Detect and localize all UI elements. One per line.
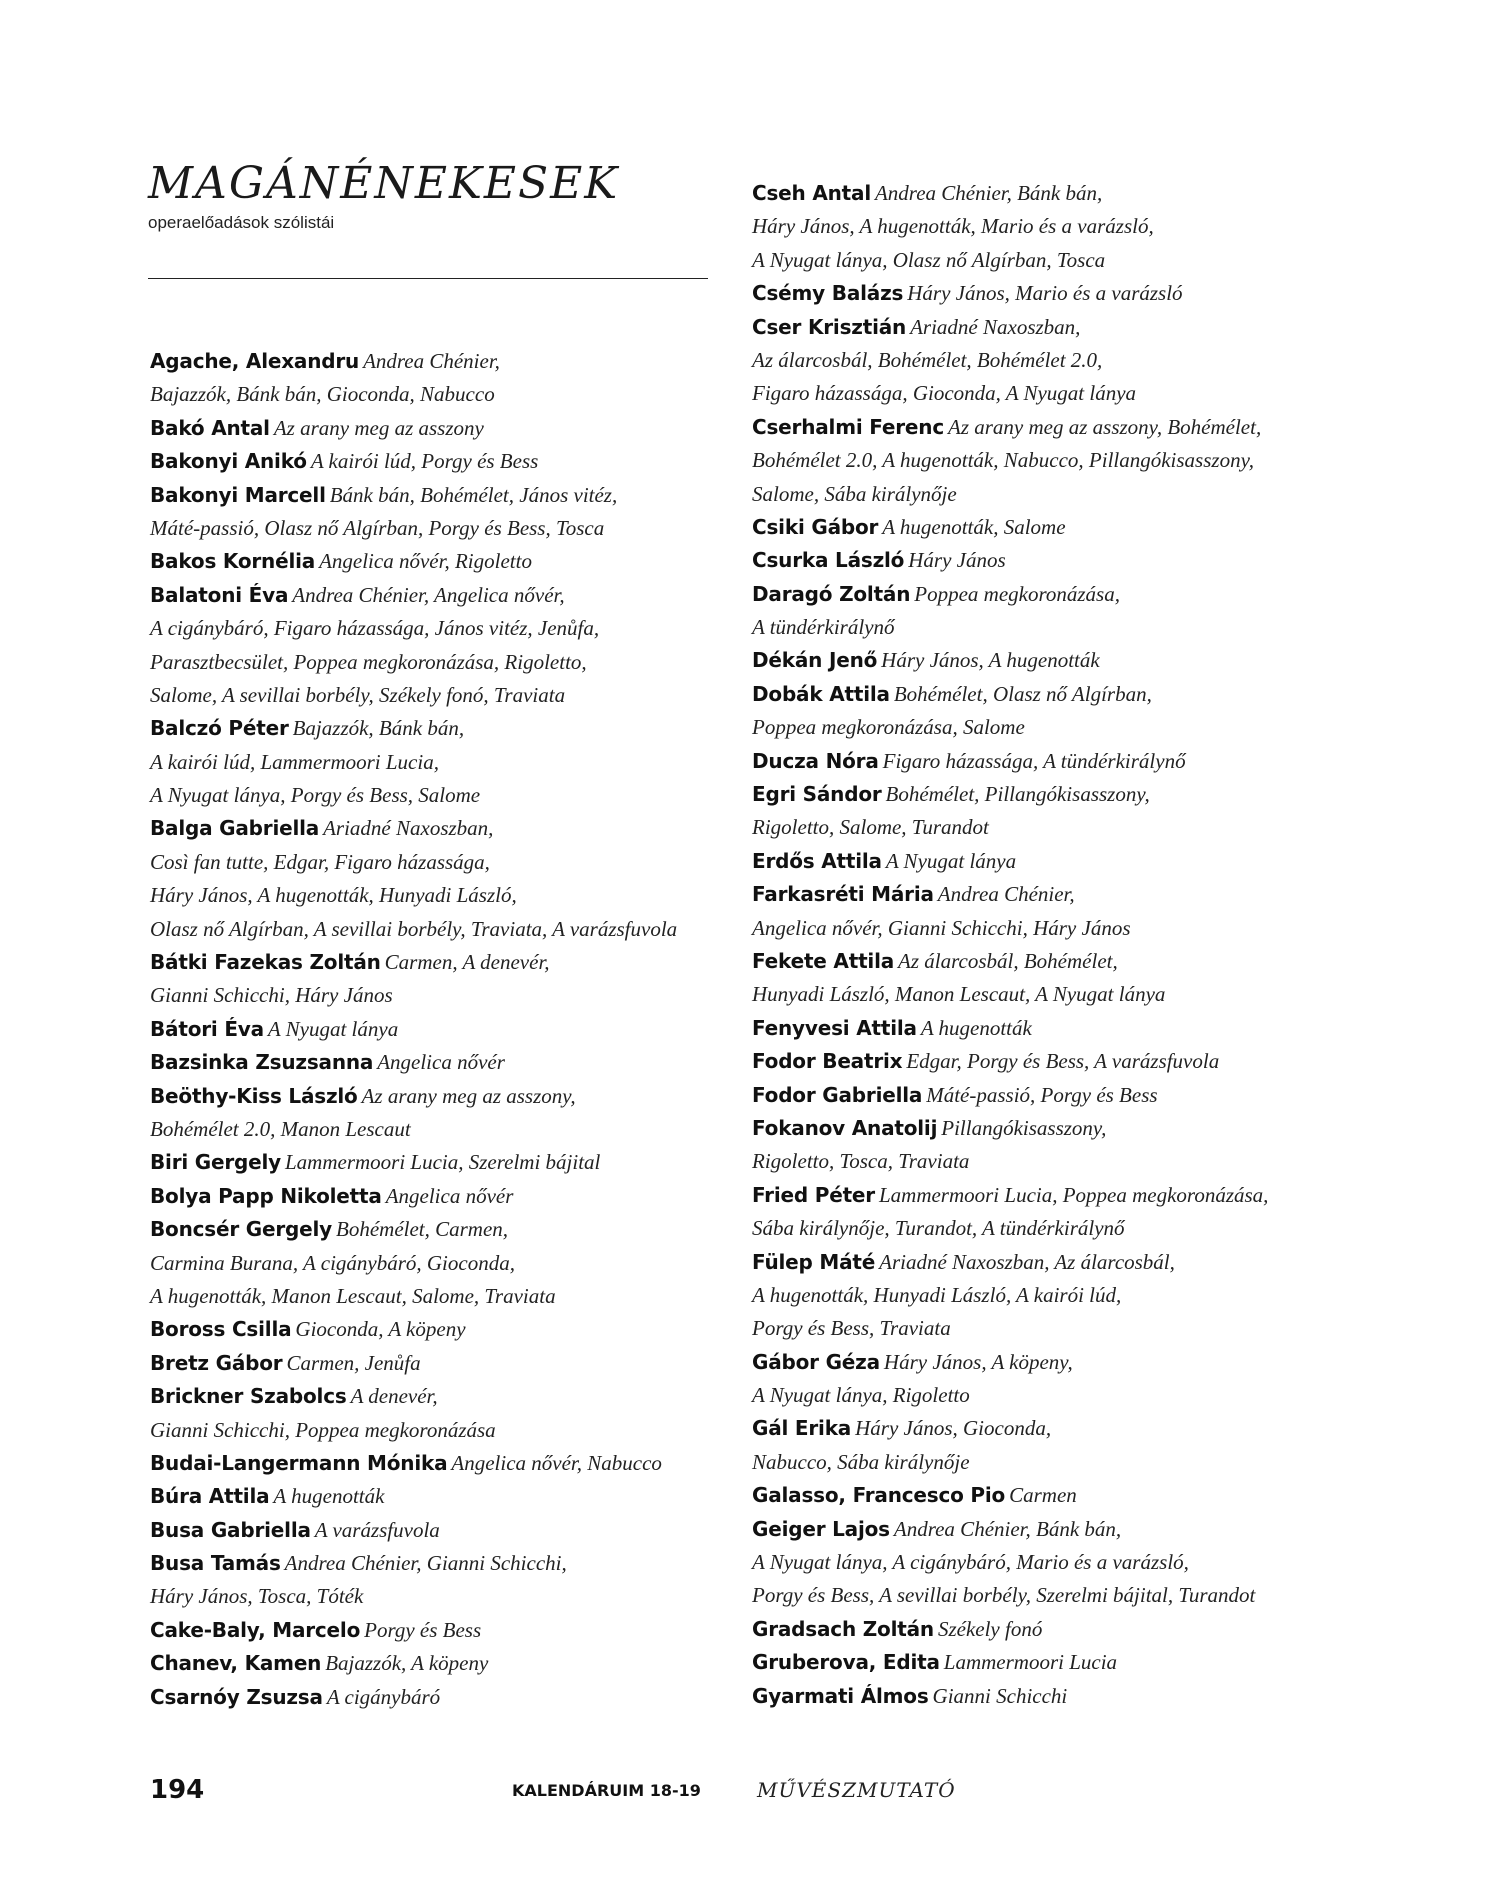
artist-works: Lammermoori Lucia, Poppea megkoronázása, bbox=[878, 1182, 1269, 1207]
artist-entry-first-line bbox=[752, 1012, 1332, 1045]
artist-entry bbox=[752, 1079, 1332, 1112]
artist-works-continuation: A Nyugat lánya, A cigánybáró, Mario és a varázsló, bbox=[752, 1550, 1189, 1575]
artist-works-continuation: A tündérkirálynő bbox=[752, 615, 895, 640]
artist-entry bbox=[150, 1380, 720, 1447]
artist-name: Bátki Fazekas Zoltán bbox=[150, 950, 381, 975]
artist-entry bbox=[150, 412, 720, 445]
artist-entry-first-line bbox=[752, 845, 1332, 878]
artist-entry-first-line bbox=[752, 1179, 1332, 1212]
artist-entry bbox=[752, 1412, 1332, 1479]
artist-name: Balczó Péter bbox=[150, 716, 289, 741]
page-heading bbox=[148, 158, 708, 234]
artist-entry bbox=[752, 511, 1332, 544]
artist-entry bbox=[150, 1213, 720, 1313]
artist-works-continuation: Gianni Schicchi, Poppea megkoronázása bbox=[150, 1417, 496, 1442]
artist-name: Galasso, Francesco Pio bbox=[752, 1483, 1006, 1508]
artist-entry bbox=[150, 479, 720, 546]
artist-entry-first-line bbox=[752, 1680, 1332, 1713]
artist-name: Gruberova, Edita bbox=[752, 1650, 940, 1675]
artist-entry bbox=[752, 177, 1332, 277]
artist-works: Carmen, A denevér, bbox=[384, 950, 550, 975]
artist-name: Bolya Papp Nikoletta bbox=[150, 1183, 382, 1208]
artist-works: Carmen bbox=[1009, 1483, 1077, 1508]
artist-entry-first-line bbox=[752, 511, 1332, 544]
artist-name: Fodor Beatrix bbox=[752, 1049, 903, 1074]
artist-name: Búra Attila bbox=[150, 1484, 270, 1509]
artist-works: Angelica nővér, Rigoletto bbox=[319, 549, 532, 574]
artist-name: Daragó Zoltán bbox=[752, 581, 911, 606]
artist-works: Andrea Chénier, bbox=[363, 349, 500, 373]
artist-works: Edgar, Porgy és Bess, A varázsfuvola bbox=[906, 1049, 1220, 1074]
artist-entry bbox=[752, 1112, 1332, 1179]
artist-name: Fried Péter bbox=[752, 1182, 875, 1207]
artist-name: Gradsach Zoltán bbox=[752, 1616, 934, 1641]
artist-works: A denevér, bbox=[350, 1384, 438, 1409]
artist-works-continuation: Háry János, A hugenották, Mario és a varázsló, bbox=[752, 214, 1154, 239]
artist-works: Porgy és Bess bbox=[364, 1617, 482, 1642]
artist-entry bbox=[752, 878, 1332, 945]
artist-works: Máté-passió, Porgy és Bess bbox=[926, 1082, 1158, 1107]
artist-works: Bohémélet, Pillangókisasszony, bbox=[885, 782, 1150, 807]
artist-entry bbox=[150, 1514, 720, 1547]
artist-name: Balga Gabriella bbox=[150, 816, 320, 841]
artist-entry-first-line bbox=[150, 1347, 720, 1380]
artist-name: Fokanov Anatolij bbox=[752, 1115, 938, 1140]
artist-works: Az arany meg az asszony, Bohémélet, bbox=[948, 414, 1262, 439]
artist-name: Cseh Antal bbox=[752, 181, 871, 205]
artist-entry bbox=[752, 1179, 1332, 1246]
artist-works-continuation: Az álarcosbál, Bohémélet, Bohémélet 2.0, bbox=[752, 347, 1103, 372]
artist-entry bbox=[150, 1146, 720, 1179]
artist-works-continuation: Nabucco, Sába királynője bbox=[752, 1449, 970, 1474]
artist-entry-first-line bbox=[752, 411, 1332, 444]
artist-works-continuation: Rigoletto, Salome, Turandot bbox=[752, 815, 989, 840]
artist-works: Figaro házassága, A tündérkirálynő bbox=[882, 748, 1186, 773]
artist-works: Bánk bán, Bohémélet, János vitéz, bbox=[329, 482, 618, 507]
artist-works-continuation: A cigánybáró, Figaro házassága, János vitéz, Jenůfa, bbox=[150, 616, 600, 641]
artist-works-continuation: Bohémélet 2.0, A hugenották, Nabucco, Pillangókisasszony, bbox=[752, 448, 1254, 473]
artist-entry bbox=[150, 1046, 720, 1079]
artist-works: Bohémélet, Carmen, bbox=[336, 1217, 509, 1242]
artist-works: Ariadné Naxoszban, bbox=[323, 816, 494, 841]
artist-entry bbox=[150, 1180, 720, 1213]
artist-entry-first-line bbox=[150, 1313, 720, 1346]
artist-entry bbox=[150, 1547, 720, 1614]
artist-entry-first-line bbox=[752, 1613, 1332, 1646]
artist-entry bbox=[752, 1346, 1332, 1413]
artist-entry-first-line bbox=[150, 545, 720, 578]
artist-name: Fülep Máté bbox=[752, 1249, 876, 1274]
left-column bbox=[150, 345, 720, 1714]
artist-entry bbox=[150, 946, 720, 1013]
artist-works-continuation: Poppea megkoronázása, Salome bbox=[752, 715, 1025, 740]
artist-works-continuation: A Nyugat lánya, Rigoletto bbox=[752, 1383, 970, 1408]
artist-entry-first-line bbox=[752, 1346, 1332, 1379]
artist-works: Háry János, A köpeny, bbox=[883, 1349, 1073, 1374]
artist-works: Andrea Chénier, Bánk bán, bbox=[874, 181, 1103, 205]
artist-entry bbox=[752, 544, 1332, 577]
artist-works-continuation: A Nyugat lánya, Porgy és Bess, Salome bbox=[150, 783, 481, 808]
footer-calendar-label: KALENDÁRUIM 18-19 bbox=[512, 1781, 701, 1800]
artist-works: Angelica nővér, Nabucco bbox=[451, 1450, 662, 1475]
artist-entry bbox=[752, 778, 1332, 845]
artist-entry bbox=[752, 1613, 1332, 1646]
artist-name: Fodor Gabriella bbox=[752, 1082, 923, 1107]
artist-name: Agache, Alexandru bbox=[150, 349, 360, 373]
artist-entry-first-line bbox=[150, 1213, 720, 1246]
artist-entry-first-line bbox=[150, 1080, 720, 1113]
artist-name: Busa Tamás bbox=[150, 1551, 281, 1576]
artist-entry bbox=[752, 578, 1332, 645]
artist-works: Andrea Chénier, Bánk bán, bbox=[893, 1516, 1122, 1541]
artist-works: Poppea megkoronázása, bbox=[914, 581, 1120, 606]
artist-works-continuation: Così fan tutte, Edgar, Figaro házassága, bbox=[150, 849, 490, 874]
artist-works: Andrea Chénier, bbox=[937, 882, 1075, 907]
artist-entry-first-line bbox=[752, 878, 1332, 911]
artist-works-continuation: Olasz nő Algírban, A sevillai borbély, Traviata, A varázsfuvola bbox=[150, 916, 678, 941]
artist-name: Cser Krisztián bbox=[752, 314, 907, 339]
artist-works-continuation: Bajazzók, Bánk bán, Gioconda, Nabucco bbox=[150, 382, 495, 407]
artist-works: Andrea Chénier, Gianni Schicchi, bbox=[284, 1551, 567, 1576]
artist-entry-first-line bbox=[752, 1479, 1332, 1512]
artist-entry-first-line bbox=[150, 579, 720, 612]
page-number: 194 bbox=[150, 1775, 205, 1805]
artist-entry-first-line bbox=[752, 1045, 1332, 1078]
artist-entry-first-line bbox=[150, 1614, 720, 1647]
artist-entry-first-line bbox=[752, 1079, 1332, 1112]
artist-entry bbox=[752, 845, 1332, 878]
artist-works: Bajazzók, A köpeny bbox=[325, 1651, 489, 1676]
artist-entry-first-line bbox=[752, 1412, 1332, 1445]
artist-name: Budai-Langermann Mónika bbox=[150, 1450, 448, 1475]
artist-entry bbox=[150, 1614, 720, 1647]
artist-entry-first-line bbox=[150, 1547, 720, 1580]
artist-works: Háry János, A hugenották bbox=[881, 648, 1100, 673]
artist-works: A Nyugat lánya bbox=[885, 848, 1017, 873]
artist-entry bbox=[752, 745, 1332, 778]
artist-works: Lammermoori Lucia, Szerelmi bájital bbox=[285, 1150, 601, 1175]
artist-entry bbox=[752, 945, 1332, 1012]
artist-entry-first-line bbox=[752, 678, 1332, 711]
artist-works-continuation: Máté-passió, Olasz nő Algírban, Porgy és Bess, Tosca bbox=[150, 515, 605, 540]
artist-name: Balatoni Éva bbox=[150, 582, 289, 607]
artist-name: Bazsinka Zsuzsanna bbox=[150, 1050, 374, 1075]
artist-name: Busa Gabriella bbox=[150, 1517, 311, 1542]
artist-entry bbox=[752, 1246, 1332, 1346]
artist-works-continuation: Porgy és Bess, A sevillai borbély, Szerelmi bájital, Turandot bbox=[752, 1583, 1256, 1608]
artist-name: Bakó Antal bbox=[150, 415, 270, 440]
artist-works-continuation: A hugenották, Hunyadi László, A kairói lúd, bbox=[752, 1282, 1122, 1307]
artist-works-continuation: A hugenották, Manon Lescaut, Salome, Traviata bbox=[150, 1283, 556, 1308]
artist-entry-first-line bbox=[752, 1112, 1332, 1145]
artist-entry bbox=[150, 579, 720, 713]
artist-works-continuation: Háry János, A hugenották, Hunyadi László, bbox=[150, 883, 517, 908]
artist-name: Bátori Éva bbox=[150, 1016, 264, 1041]
artist-name: Bakos Kornélia bbox=[150, 549, 316, 574]
artist-name: Farkasréti Mária bbox=[752, 882, 934, 907]
artist-works: Az álarcosbál, Bohémélet, bbox=[898, 948, 1118, 973]
artist-entry-first-line bbox=[150, 445, 720, 478]
artist-name: Erdős Attila bbox=[752, 848, 882, 873]
artist-entry-first-line bbox=[150, 946, 720, 979]
artist-entry bbox=[752, 277, 1332, 310]
artist-entry-first-line bbox=[752, 778, 1332, 811]
artist-entry-first-line bbox=[752, 1646, 1332, 1679]
artist-entry-first-line bbox=[150, 712, 720, 745]
artist-works: Pillangókisasszony, bbox=[941, 1115, 1107, 1140]
artist-entry-first-line bbox=[752, 277, 1332, 310]
artist-entry-first-line bbox=[752, 311, 1332, 344]
artist-entry bbox=[150, 1013, 720, 1046]
artist-entry-first-line bbox=[150, 345, 720, 378]
artist-name: Boross Csilla bbox=[150, 1317, 292, 1342]
artist-name: Csarnóy Zsuzsa bbox=[150, 1684, 323, 1709]
artist-entry bbox=[150, 345, 720, 412]
artist-works: A Nyugat lánya bbox=[267, 1016, 399, 1041]
artist-entry bbox=[752, 311, 1332, 411]
artist-entry-first-line bbox=[150, 1046, 720, 1079]
artist-works: Andrea Chénier, Angelica nővér, bbox=[292, 582, 565, 607]
artist-entry-first-line bbox=[150, 1480, 720, 1513]
artist-name: Boncsér Gergely bbox=[150, 1217, 332, 1242]
artist-name: Cserhalmi Ferenc bbox=[752, 414, 944, 439]
artist-entry-first-line bbox=[150, 1514, 720, 1547]
artist-entry bbox=[150, 545, 720, 578]
artist-entry-first-line bbox=[752, 945, 1332, 978]
artist-entry bbox=[150, 445, 720, 478]
artist-works: Háry János, Gioconda, bbox=[855, 1416, 1052, 1441]
artist-name: Csurka László bbox=[752, 548, 905, 573]
artist-name: Gál Erika bbox=[752, 1416, 852, 1441]
artist-entry-first-line bbox=[150, 1647, 720, 1680]
artist-name: Chanev, Kamen bbox=[150, 1651, 322, 1676]
artist-works: Az arany meg az asszony bbox=[273, 415, 484, 440]
artist-works: A hugenották bbox=[273, 1484, 385, 1509]
artist-name: Dékán Jenő bbox=[752, 648, 878, 673]
artist-name: Dobák Attila bbox=[752, 681, 890, 706]
artist-name: Beöthy-Kiss László bbox=[150, 1083, 358, 1108]
artist-name: Egri Sándor bbox=[752, 782, 882, 807]
artist-entry bbox=[150, 1313, 720, 1346]
artist-works: Székely fonó bbox=[937, 1616, 1043, 1641]
artist-works-continuation: Figaro házassága, Gioconda, A Nyugat lánya bbox=[752, 381, 1137, 406]
artist-entry bbox=[752, 1012, 1332, 1045]
artist-name: Bakonyi Marcell bbox=[150, 482, 326, 507]
artist-works-continuation: Salome, A sevillai borbély, Székely fonó, Traviata bbox=[150, 682, 566, 707]
artist-works-continuation: Háry János, Tosca, Tóték bbox=[150, 1584, 364, 1609]
artist-works: Lammermoori Lucia bbox=[943, 1650, 1118, 1675]
artist-name: Brickner Szabolcs bbox=[150, 1384, 347, 1409]
artist-works-continuation: Porgy és Bess, Traviata bbox=[752, 1316, 951, 1341]
footer-section-label: MŰVÉSZMUTATÓ bbox=[757, 1778, 956, 1802]
artist-entry-first-line bbox=[752, 1513, 1332, 1546]
artist-name: Fekete Attila bbox=[752, 948, 895, 973]
artist-entry bbox=[150, 1681, 720, 1714]
artist-entry bbox=[752, 411, 1332, 511]
artist-works: Háry János, Mario és a varázsló bbox=[907, 281, 1183, 306]
artist-name: Bretz Gábor bbox=[150, 1350, 283, 1375]
artist-works: A varázsfuvola bbox=[314, 1517, 440, 1542]
artist-entry bbox=[150, 1480, 720, 1513]
heading-divider bbox=[148, 278, 708, 279]
artist-works: Az arany meg az asszony, bbox=[361, 1083, 576, 1108]
page-title: MAGÁNÉNEKESEK bbox=[148, 158, 620, 209]
artist-works-continuation: Sába királynője, Turandot, A tündérkirálynő bbox=[752, 1216, 1125, 1241]
artist-entry-first-line bbox=[150, 479, 720, 512]
artist-entry bbox=[150, 812, 720, 946]
artist-name: Biri Gergely bbox=[150, 1150, 281, 1175]
artist-works: Gianni Schicchi bbox=[932, 1683, 1068, 1708]
artist-name: Gábor Géza bbox=[752, 1349, 880, 1374]
artist-entry bbox=[150, 1647, 720, 1680]
artist-works-continuation: Rigoletto, Tosca, Traviata bbox=[752, 1149, 970, 1174]
artist-entry-first-line bbox=[752, 1246, 1332, 1279]
artist-works: Angelica nővér bbox=[385, 1183, 514, 1208]
artist-name: Csémy Balázs bbox=[752, 281, 904, 306]
artist-entry-first-line bbox=[150, 1013, 720, 1046]
artist-entry bbox=[752, 1513, 1332, 1613]
artist-name: Geiger Lajos bbox=[752, 1516, 890, 1541]
artist-works: A kairói lúd, Porgy és Bess bbox=[310, 449, 539, 474]
artist-name: Cake-Baly, Marcelo bbox=[150, 1617, 361, 1642]
artist-works: Carmen, Jenůfa bbox=[286, 1350, 421, 1375]
artist-entry-first-line bbox=[752, 177, 1332, 210]
page-subtitle: operaelőadások szólistái bbox=[148, 213, 335, 232]
artist-works-continuation: A Nyugat lánya, Olasz nő Algírban, Tosca bbox=[752, 247, 1106, 272]
artist-works-continuation: Hunyadi László, Manon Lescaut, A Nyugat lánya bbox=[752, 982, 1166, 1007]
artist-entry bbox=[752, 678, 1332, 745]
artist-works-continuation: Parasztbecsület, Poppea megkoronázása, Rigoletto, bbox=[150, 649, 587, 674]
artist-works: Ariadné Naxoszban, Az álarcosbál, bbox=[879, 1249, 1175, 1274]
artist-entry bbox=[752, 1045, 1332, 1078]
artist-works: Bohémélet, Olasz nő Algírban, bbox=[893, 681, 1152, 706]
artist-entry-first-line bbox=[150, 812, 720, 845]
artist-entry bbox=[150, 1447, 720, 1480]
artist-works: A cigánybáró bbox=[326, 1684, 441, 1709]
artist-entry-first-line bbox=[150, 1380, 720, 1413]
artist-entry bbox=[150, 712, 720, 812]
artist-entry bbox=[150, 1080, 720, 1147]
artist-entry-first-line bbox=[150, 1447, 720, 1480]
artist-entry-first-line bbox=[150, 1681, 720, 1714]
artist-works-continuation: Bohémélet 2.0, Manon Lescaut bbox=[150, 1116, 411, 1141]
artist-name: Bakonyi Anikó bbox=[150, 449, 307, 474]
artist-works: Háry János bbox=[908, 548, 1006, 573]
artist-works-continuation: A kairói lúd, Lammermoori Lucia, bbox=[150, 749, 439, 774]
artist-works: Angelica nővér bbox=[377, 1050, 505, 1075]
artist-name: Gyarmati Álmos bbox=[752, 1683, 929, 1708]
artist-entry-first-line bbox=[150, 1146, 720, 1179]
artist-entry-first-line bbox=[150, 412, 720, 445]
page-footer bbox=[0, 1772, 1497, 1812]
artist-works: Gioconda, A köpeny bbox=[295, 1317, 466, 1342]
artist-entry bbox=[150, 1347, 720, 1380]
artist-entry bbox=[752, 1680, 1332, 1713]
artist-entry bbox=[752, 644, 1332, 677]
artist-entry-first-line bbox=[752, 544, 1332, 577]
artist-name: Csiki Gábor bbox=[752, 514, 879, 539]
right-column bbox=[752, 177, 1332, 1713]
artist-works: A hugenották, Salome bbox=[882, 514, 1066, 539]
artist-works-continuation: Salome, Sába királynője bbox=[752, 481, 957, 506]
artist-entry bbox=[752, 1479, 1332, 1512]
artist-entry bbox=[752, 1646, 1332, 1679]
artist-works-continuation: Carmina Burana, A cigánybáró, Gioconda, bbox=[150, 1250, 515, 1275]
artist-entry-first-line bbox=[752, 644, 1332, 677]
artist-entry-first-line bbox=[752, 578, 1332, 611]
artist-works: Ariadné Naxoszban, bbox=[910, 314, 1081, 339]
artist-name: Ducza Nóra bbox=[752, 748, 879, 773]
artist-works-continuation: Angelica nővér, Gianni Schicchi, Háry János bbox=[752, 915, 1131, 940]
artist-entry-first-line bbox=[752, 745, 1332, 778]
artist-works: A hugenották bbox=[920, 1015, 1032, 1040]
artist-works-continuation: Gianni Schicchi, Háry János bbox=[150, 983, 393, 1008]
artist-works: Bajazzók, Bánk bán, bbox=[292, 716, 465, 741]
artist-entry-first-line bbox=[150, 1180, 720, 1213]
artist-name: Fenyvesi Attila bbox=[752, 1015, 917, 1040]
